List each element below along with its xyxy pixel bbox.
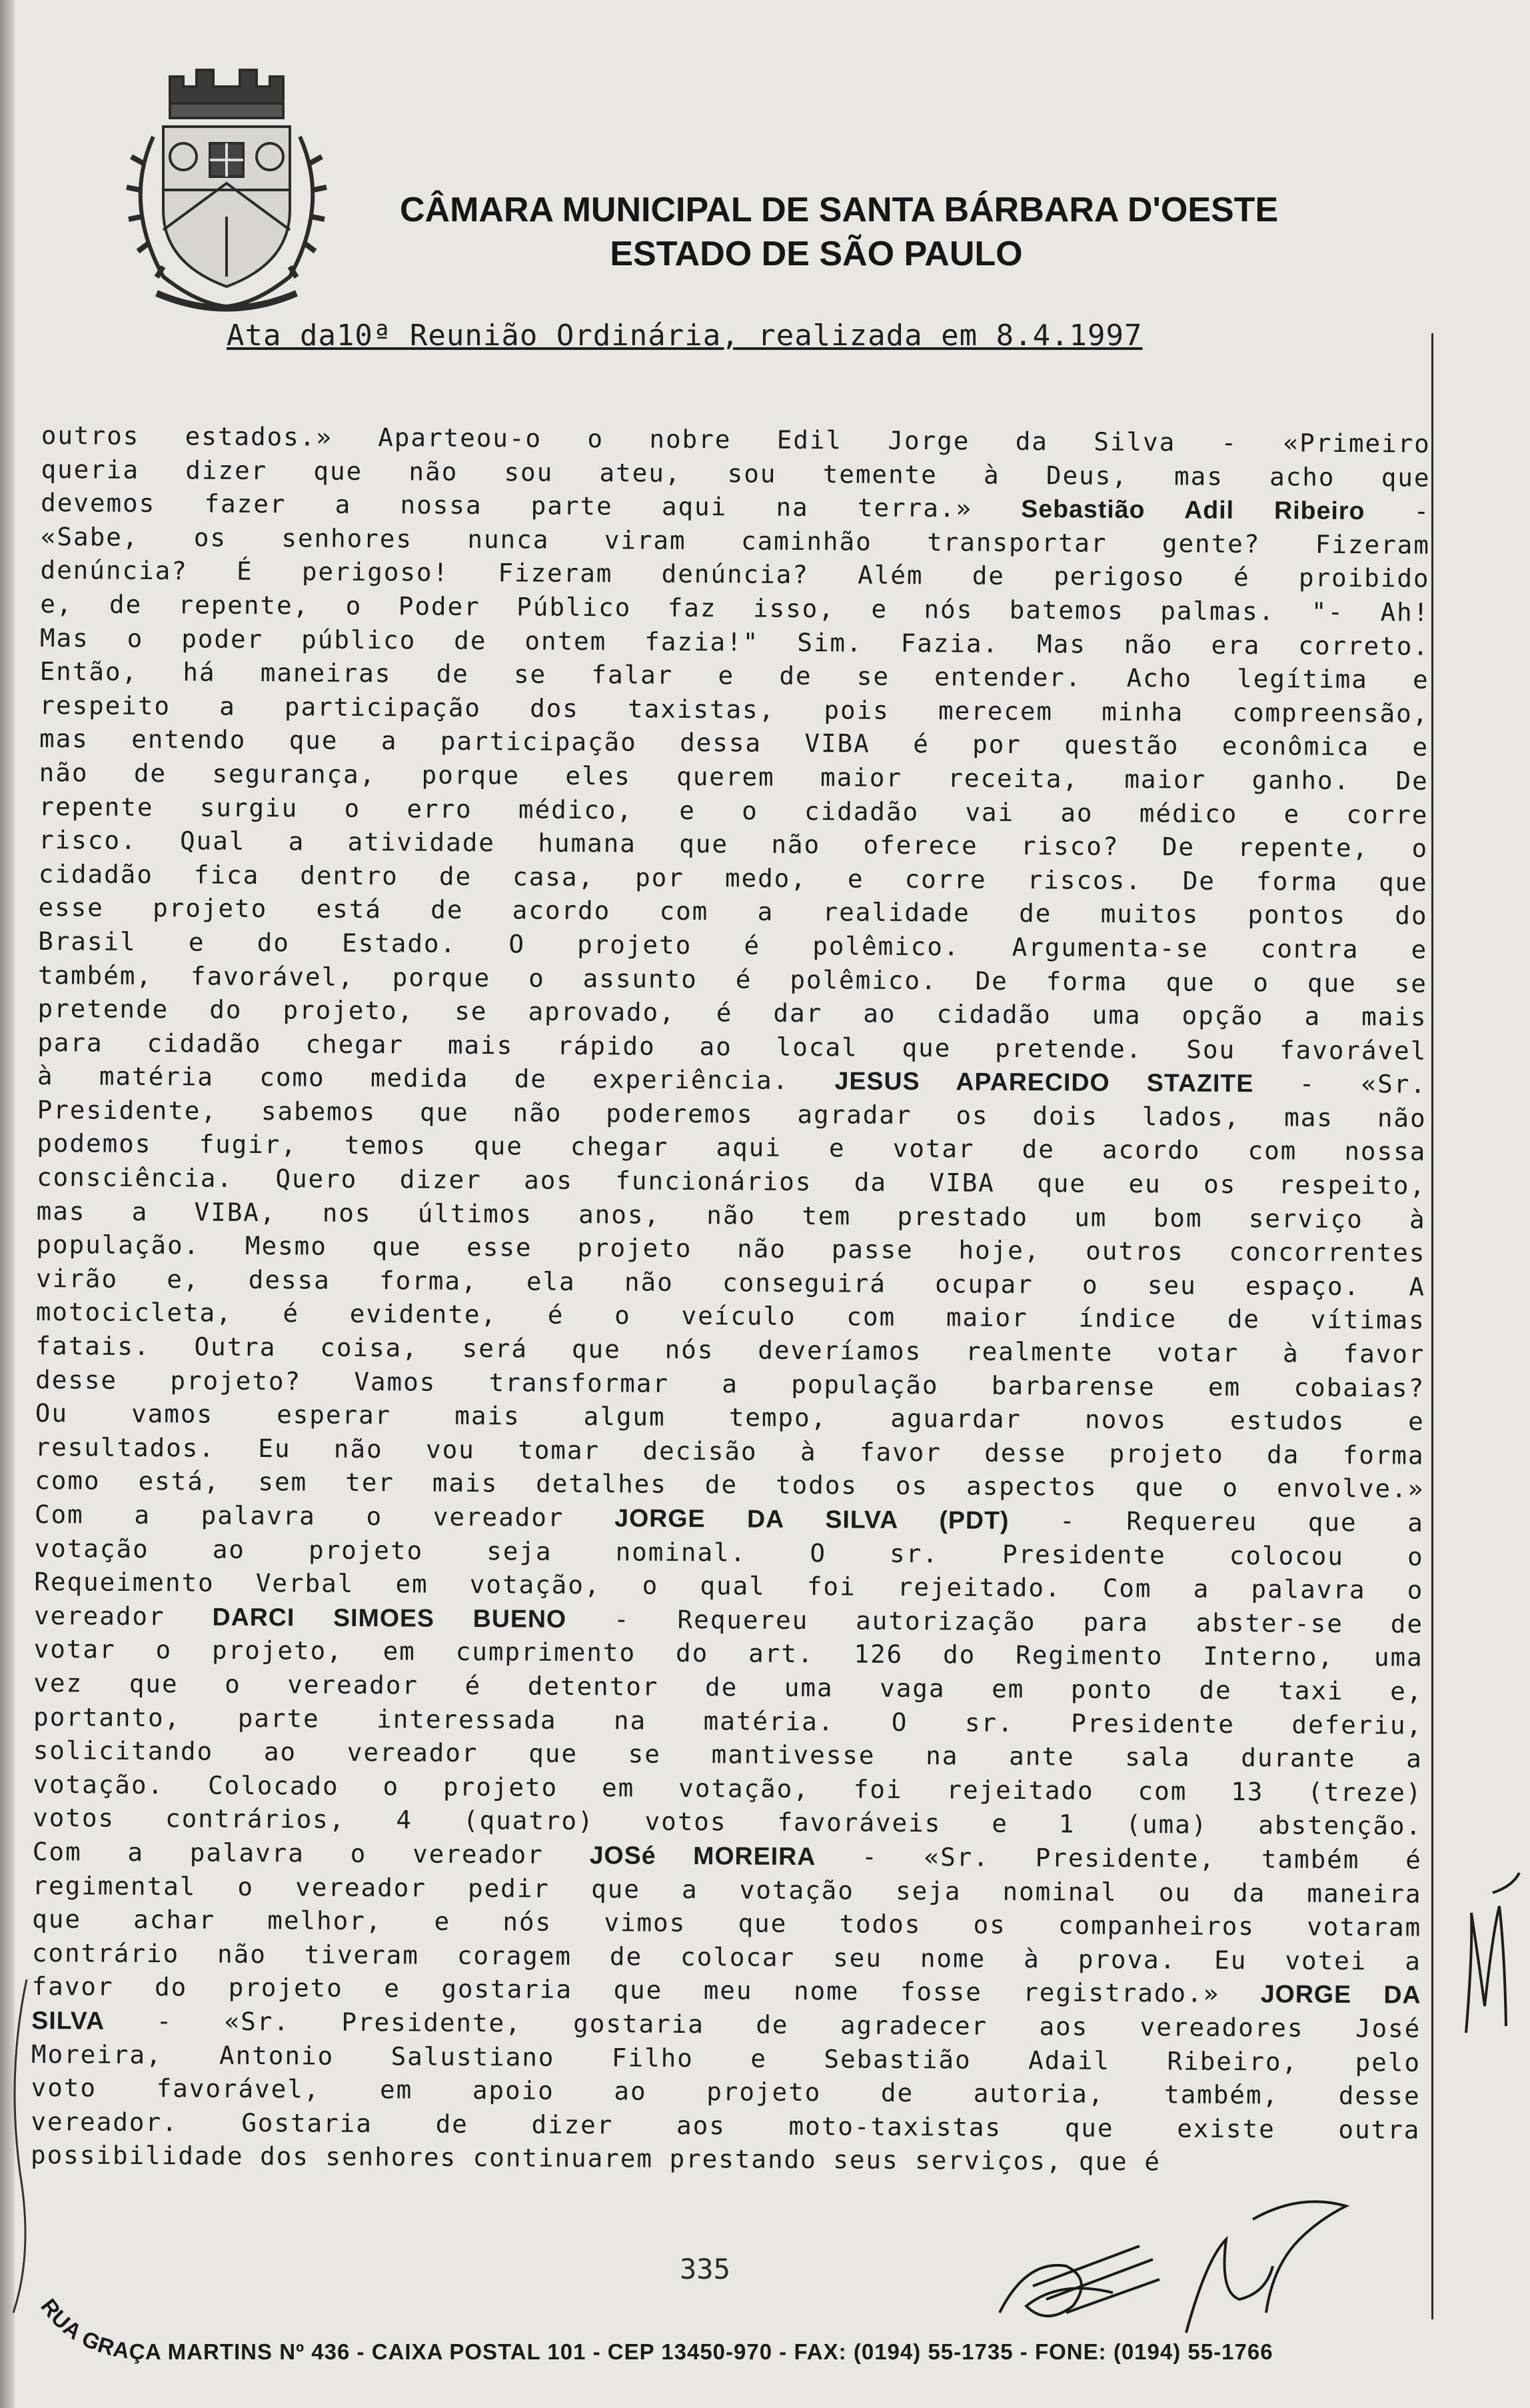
text-segment: «Sabe, os senhores nunca viram caminhão transportar gente? Fizeram <box>40 521 1431 560</box>
text-segment: mas entendo que a participação dessa VIBA é por questão econômica e <box>39 724 1429 762</box>
text-segment: que achar melhor, e nós vimos que todos os companheiros votaram <box>32 1904 1422 1942</box>
text-segment: denúncia? É perigoso! Fizeram denúncia? Além de perigoso é proibido <box>40 555 1430 594</box>
speaker-name: JOSé MOREIRA <box>589 1841 816 1871</box>
letterhead <box>400 188 1279 276</box>
text-segment: devemos fazer a nossa parte aqui na terra.» <box>41 488 1022 524</box>
text-segment: podemos fugir, temos que chegar aqui e votar de acordo com nossa <box>37 1128 1427 1167</box>
text-segment: população. Mesmo que esse projeto não passe hoje, outros concorrentes <box>36 1230 1426 1268</box>
speaker-name: SILVA <box>31 2005 105 2035</box>
text-segment: mas a VIBA, nos últimos anos, não tem prestado um bom serviço à <box>36 1196 1426 1234</box>
text-segment: - «Sr. <box>1253 1068 1427 1099</box>
minutes-body <box>31 419 1431 2181</box>
text-segment: resultados. Eu não vou tomar decisão à favor desse projeto da forma <box>35 1432 1425 1470</box>
text-segment: - <box>1365 496 1431 526</box>
text-segment: portanto, parte interessada na matéria. O sr. Presidente deferiu, <box>33 1702 1423 1740</box>
text-segment: não de segurança, porque eles querem maior receita, maior ganho. De <box>39 757 1429 796</box>
text-segment: solicitando ao vereador que se mantivesse na ante sala durante a <box>33 1736 1423 1774</box>
text-segment: e, de repente, o Poder Público faz isso, e nós batemos palmas. "- Ah! <box>40 589 1430 627</box>
text-segment: Moreira, Antonio Salustiano Filho e Sebastião Adail Ribeiro, pelo <box>31 2039 1421 2077</box>
text-segment: risco. Qual a atividade humana que não oferece risco? De repente, o <box>39 825 1429 863</box>
text-segment: desse projeto? Vamos transformar a população barbarense em cobaias? <box>35 1364 1425 1403</box>
text-segment: queria dizer que não sou ateu, sou temente à Deus, mas acho que <box>41 454 1431 493</box>
text-segment: fatais. Outra coisa, será que nós deveríamos realmente votar à favor <box>35 1331 1425 1369</box>
text-segment: votos contrários, 4 (quatro) votos favoráveis e 1 (uma) abstenção. <box>33 1803 1423 1841</box>
footer-address: RUA GRAÇA MARTINS Nº 436 - CAIXA POSTAL 101 - CEP 13450-970 - FAX: (0194) 55-1735 - FONE: (0194) 55-1766 <box>36 2294 1273 2365</box>
page-number: 335 <box>680 2253 730 2285</box>
text-segment: voto favorável, em apoio ao projeto de autoria, também, desse <box>31 2073 1421 2111</box>
margin-rule <box>1431 333 1433 2319</box>
speaker-name: JORGE DA <box>1260 1979 1421 2009</box>
text-segment: - «Sr. Presidente, gostaria de agradecer aos vereadores José <box>105 2005 1421 2043</box>
text-segment: regimental o vereador pedir que a votação seja nominal ou da maneira <box>32 1870 1422 1909</box>
text-segment: esse projeto está de acordo com a realidade de muitos pontos do <box>38 892 1428 931</box>
text-segment: - Requereu que a <box>1009 1505 1425 1538</box>
text-segment: outros estados.» Aparteou-o o nobre Edil Jorge da Silva - «Primeiro <box>41 420 1431 459</box>
text-segment: para cidadão chegar mais rápido ao local que pretende. Sou favorável <box>37 1027 1427 1066</box>
handwritten-initials-icon <box>1453 1853 1526 2039</box>
text-segment: - «Sr. Presidente, também é <box>816 1841 1422 1875</box>
text-segment: votação ao projeto seja nominal. O sr. Presidente colocou o <box>34 1533 1424 1572</box>
text-segment: favor do projeto e gostaria que meu nome fosse registrado.» <box>31 1971 1261 2009</box>
text-segment: vereador <box>33 1600 213 1632</box>
text-segment: - Requereu autorização para abster-se de <box>566 1604 1424 1639</box>
text-segment: virão e, dessa forma, ela não conseguirá ocupar o seu espaço. A <box>35 1263 1426 1302</box>
session-title: Ata da10ª Reunião Ordinária, realizada em 8.4.1997 <box>227 319 1143 353</box>
handwritten-signature-icon <box>986 2179 1386 2339</box>
text-segment: Mas o poder público de ontem fazia!" Sim. Fazia. Mas não era correto. <box>39 622 1430 661</box>
text-segment: Com a palavra o vereador <box>32 1836 590 1870</box>
text-segment: contrário não tiveram coragem de colocar seu nome à prova. Eu votei a <box>31 1937 1422 1976</box>
text-segment: repente surgiu o erro médico, e o cidadão vai ao médico e corre <box>39 791 1429 830</box>
text-segment: consciência. Quero dizer aos funcionários da VIBA que eu os respeito, <box>36 1162 1427 1200</box>
text-segment: Ou vamos esperar mais algum tempo, aguardar novos estudos e <box>35 1398 1425 1436</box>
speaker-name: Sebastião Adil Ribeiro <box>1021 495 1365 525</box>
speaker-name: DARCI SIMOES BUENO <box>212 1602 567 1633</box>
text-segment: pretende do projeto, se aprovado, é dar ao cidadão uma opção a mais <box>37 994 1427 1032</box>
text-segment: Então, há maneiras de se falar e de se entender. Acho legítima e <box>39 656 1429 694</box>
text-segment: votar o projeto, em cumprimento do art. 126 do Regimento Interno, uma <box>33 1634 1423 1673</box>
org-name: CÂMARA MUNICIPAL DE SANTA BÁRBARA D'OESTE <box>400 191 1279 229</box>
text-segment: possibilidade dos senhores continuarem prestando seus serviços, que é <box>30 2140 1161 2177</box>
org-state: ESTADO DE SÃO PAULO <box>610 235 1023 273</box>
text-segment: também, favorável, porque o assunto é polêmico. De forma que o que se <box>37 960 1427 998</box>
text-segment: Requeimento Verbal em votação, o qual foi rejeitado. Com a palavra o <box>34 1567 1424 1605</box>
text-segment: vereador. Gostaria de dizer aos moto-taxistas que existe outra <box>31 2106 1421 2145</box>
text-segment: vez que o vereador é detentor de uma vaga em ponto de taxi e, <box>33 1668 1423 1706</box>
text-segment: motocicleta, é evidente, é o veículo com maior índice de vítimas <box>35 1297 1425 1336</box>
text-segment: Com a palavra o vereador <box>34 1499 615 1533</box>
text-segment: à matéria como medida de experiência. <box>37 1061 835 1096</box>
margin-mark-icon <box>0 1973 40 2319</box>
coat-of-arms-icon <box>117 63 337 317</box>
speaker-name: JORGE DA SILVA (PDT) <box>614 1504 1010 1534</box>
text-segment: cidadão fica dentro de casa, por medo, e corre riscos. De forma que <box>38 858 1428 897</box>
text-segment: Brasil e do Estado. O projeto é polêmico. Argumenta-se contra e <box>38 926 1428 964</box>
text-segment: votação. Colocado o projeto em votação, foi rejeitado com 13 (treze) <box>33 1769 1423 1807</box>
text-segment: respeito a participação dos taxistas, pois merecem minha compreensão, <box>39 690 1429 728</box>
speaker-name: JESUS APARECIDO STAZITE <box>834 1066 1254 1098</box>
text-segment: Presidente, sabemos que não poderemos agradar os dois lados, mas não <box>37 1094 1427 1133</box>
text-segment: como está, sem ter mais detalhes de todos os aspectos que o envolve.» <box>35 1466 1425 1504</box>
